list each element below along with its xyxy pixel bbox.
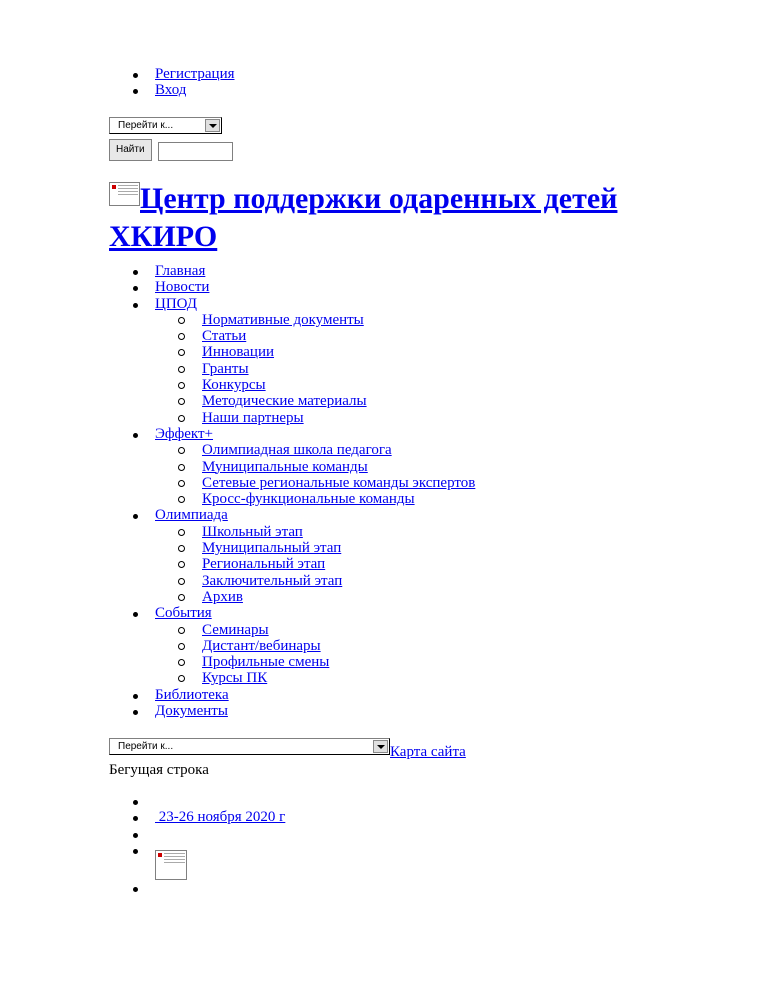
nav-link-library[interactable]: Библиотека [155,686,229,703]
list-item [109,66,235,82]
nav-item-documents [109,703,475,719]
submenu-item [109,524,475,540]
submenu-item [109,410,475,426]
submenu-link[interactable]: Муниципальный этап [202,540,342,557]
nav-link-home[interactable]: Главная [155,263,206,279]
submenu-link[interactable]: Наши партнеры [202,409,304,426]
chevron-down-icon [205,119,220,132]
submenu-item [109,556,475,572]
submenu-item [109,491,475,507]
search-button[interactable]: Найти [109,139,152,161]
submenu-item [109,638,475,654]
nav-item-effect [109,426,475,507]
list-item [109,842,285,880]
auth-links [109,66,235,99]
list-item [109,880,285,896]
submenu-link[interactable]: Архив [202,588,243,605]
list-item [109,809,285,825]
submenu-link[interactable]: Гранты [202,360,249,377]
list-item [109,793,285,809]
register-link[interactable]: Регистрация [155,66,235,82]
submenu-link[interactable]: Региональный этап [202,556,326,573]
submenu-link[interactable]: Кросс-функциональные команды [202,491,415,508]
submenu-link[interactable]: Методические материалы [202,393,367,410]
submenu-item [109,344,475,360]
submenu-item [109,328,475,344]
nav-item-olympiad [109,507,475,605]
jump-to-select-value: Перейти к... [118,120,174,131]
submenu-item [109,540,475,556]
submenu-events [109,622,475,687]
submenu-item [109,475,475,491]
submenu-item [109,459,475,475]
nav-item-events [109,605,475,686]
submenu-effect [109,442,475,507]
ticker-image-icon [155,850,187,880]
site-title-link[interactable]: Центр поддержки одаренных детей ХКИРО [109,182,618,253]
submenu-item [109,654,475,670]
submenu-link[interactable]: Профильные смены [202,654,330,671]
submenu-link[interactable]: Сетевые региональные команды экспертов [202,474,476,491]
sitemap-link[interactable]: Карта сайта [390,744,466,760]
list-item [109,82,235,98]
nav-link-cpod[interactable]: ЦПОД [155,295,197,312]
submenu-link[interactable]: Конкурсы [202,377,266,394]
nav-link-effect[interactable]: Эффект+ [155,425,214,442]
site-title [109,180,729,256]
submenu-link[interactable]: Школьный этап [202,523,303,540]
submenu-link[interactable]: Курсы ПК [202,670,268,687]
search-input[interactable] [158,142,233,161]
chevron-down-icon [373,740,388,753]
nav-item-home [109,263,475,279]
submenu-link[interactable]: Нормативные документы [202,311,364,328]
submenu-item [109,442,475,458]
login-link[interactable]: Вход [155,82,187,99]
submenu-olympiad [109,524,475,605]
ticker-item-link[interactable]: 23-26 ноября 2020 г [155,809,286,826]
main-nav [109,263,475,719]
footer-jump-select-value: Перейти к... [118,741,174,752]
submenu-link[interactable]: Инновации [202,344,275,361]
submenu-item [109,312,475,328]
submenu-link[interactable]: Дистант/вебинары [202,637,321,654]
nav-link-events[interactable]: События [155,605,212,622]
submenu-item [109,393,475,409]
submenu-item [109,589,475,605]
nav-link-news[interactable]: Новости [155,279,210,296]
submenu-link[interactable]: Заключительный этап [202,572,343,589]
jump-to-select[interactable] [109,117,222,134]
ticker-label: Бегущая строка [109,762,209,778]
list-item [109,826,285,842]
submenu-item [109,361,475,377]
submenu-link[interactable]: Олимпиадная школа педагога [202,442,392,459]
submenu-link[interactable]: Муниципальные команды [202,458,368,475]
footer-jump-select[interactable] [109,738,390,755]
nav-item-cpod [109,296,475,426]
submenu-item [109,573,475,589]
submenu-item [109,622,475,638]
submenu-cpod [109,312,475,426]
ticker-list [109,793,285,896]
nav-item-news [109,279,475,295]
submenu-link[interactable]: Статьи [202,328,247,345]
nav-link-documents[interactable]: Документы [155,703,228,720]
submenu-link[interactable]: Семинары [202,621,269,638]
nav-item-library [109,687,475,703]
submenu-item [109,377,475,393]
nav-link-olympiad[interactable]: Олимпиада [155,507,228,524]
submenu-item [109,670,475,686]
